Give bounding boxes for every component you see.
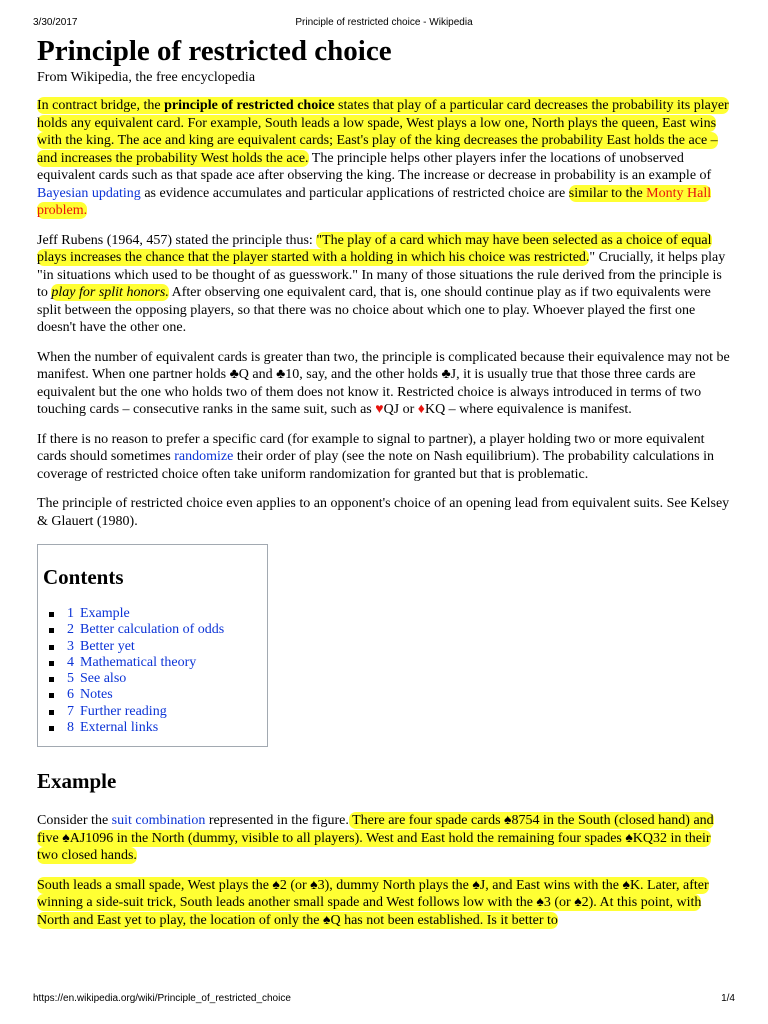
intro-paragraph-3: When the number of equivalent cards is greater than two, the principle is complicated because their equivalence may not be manifest. When one partner holds ♣Q and ♣10, say, and the other holds ♣J, it is usually true that those three cards are equivalent but the one who holds two of them does not know it. Restricted choice is always introduced in terms of two touching cards – consecutive ranks in the same suit, such as ♥QJ or ♦KQ – where equivalence is manifest. bbox=[37, 349, 730, 417]
heart-icon: ♥ bbox=[375, 402, 384, 417]
toc-item-better-yet[interactable]: 3 Better yet bbox=[67, 639, 267, 655]
highlight bbox=[51, 284, 168, 301]
toc-item-further-reading[interactable]: 7 Further reading bbox=[67, 704, 267, 720]
intro-paragraph-2: Jeff Rubens (1964, 457) stated the principle thus: "The play of a card which may have been selected as a choice of equal plays increases the chance that the player started with a holding in which his choice was restricted." Crucially, it helps play "in situations which used to be thought of as guesswork." In many of those situations the rule derived from the principle is to play for split honors. After observing one equivalent card, that is, one should continue play as if two equivalents were split between the opposing players, so that there was no choice about which one to play. Whoever played the first one doesn't have the other one. bbox=[37, 232, 726, 335]
bullet-icon bbox=[49, 726, 54, 731]
toc-item-see-also[interactable]: 5 See also bbox=[67, 671, 267, 687]
highlight: "The play of a card which may have been selected as a choice of equal plays increases the chance that the player started with a holding in which his choice was restricted. bbox=[37, 232, 712, 265]
page-subtitle: From Wikipedia, the free encyclopedia bbox=[37, 70, 256, 85]
bullet-icon bbox=[49, 693, 54, 698]
toc-list bbox=[43, 606, 267, 736]
table-of-contents bbox=[37, 544, 268, 747]
toc-item-notes[interactable]: 6 Notes bbox=[67, 687, 267, 703]
bullet-icon bbox=[49, 628, 54, 633]
bullet-icon bbox=[49, 661, 54, 666]
bullet-icon bbox=[49, 677, 54, 682]
toc-item-better-calculation-of-odds[interactable]: 2 Better calculation of odds bbox=[67, 622, 267, 638]
print-url: https://en.wikipedia.org/wiki/Principle_of_restricted_choice bbox=[33, 993, 291, 1004]
link-monty-hall-problem[interactable]: Monty Hall problem. bbox=[37, 185, 712, 218]
highlight: In contract bridge, the principle of restricted choice states that play of a particular card decreases the probability its player holds any equivalent card. For example, South leads a low spade, West plays a low one, North plays the queen, East wins with the king. The ace and king are equivalent cards; East's play of the king decreases the probability East holds the ace – and increases the probability West holds the ace. bbox=[37, 98, 729, 166]
toc-item-example[interactable]: 1 Example bbox=[67, 606, 267, 622]
toc-heading: Contents bbox=[43, 565, 124, 589]
bullet-icon bbox=[49, 710, 54, 715]
toc-item-mathematical-theory[interactable]: 4 Mathematical theory bbox=[67, 655, 267, 671]
intro-paragraph-5: The principle of restricted choice even applies to an opponent's choice of an opening lead from equivalent suits. See Kelsey & Glauert (1980). bbox=[37, 496, 730, 529]
bold-term: principle of restricted choice bbox=[164, 98, 335, 113]
italic-phrase: play for split honors. bbox=[51, 285, 169, 300]
link-suit-combination[interactable]: suit combination bbox=[111, 813, 206, 829]
diamond-icon: ♦ bbox=[417, 402, 425, 417]
example-paragraph-1: Consider the suit combination represented in the figure. There are four spade cards ♠8754 in the South (closed hand) and five ♠AJ1096 in the North (dummy, visible to all players). West and East hold the remaining four spades ♠KQ32 in their two closed hands. bbox=[37, 813, 714, 864]
club-icon: ♣ bbox=[276, 367, 286, 382]
link-bayesian-updating[interactable]: Bayesian updating bbox=[37, 185, 141, 201]
intro-paragraph-1: In contract bridge, the principle of restricted choice states that play of a particular card decreases the probability its player holds any equivalent card. For example, South leads a low spade, West plays a low one, North plays the queen, East wins with the king. The ace and king are equivalent cards; East's play of the king decreases the probability East holds the ace – and increases the probability West holds the ace. The principle helps other players infer the locations of unobserved equivalent cards such as that spade ace after observing the king. The increase or decrease in probability is an example of Bayesian updating as evidence accumulates and particular applications of restricted choice are similar to the Monty Hall problem. bbox=[37, 98, 729, 218]
print-date: 3/30/2017 bbox=[33, 17, 78, 28]
example-paragraph-2 bbox=[37, 877, 733, 930]
link-randomize[interactable]: randomize bbox=[174, 449, 234, 464]
highlight: There are four spade cards ♠8754 in the South (closed hand) and five ♠AJ1096 in the North (dummy, visible to all players). West and East hold the remaining four spades ♠KQ32 in their two closed hands. bbox=[37, 813, 714, 864]
toc-item-external-links[interactable]: 8 External links bbox=[67, 720, 267, 736]
section-heading-example: Example bbox=[37, 769, 117, 794]
bullet-icon bbox=[49, 645, 54, 650]
club-icon: ♣ bbox=[229, 367, 239, 382]
pdf-header bbox=[33, 17, 735, 31]
page-title: Principle of restricted choice bbox=[37, 35, 392, 67]
highlight: similar to the Monty Hall problem. bbox=[37, 185, 712, 218]
club-icon: ♣ bbox=[441, 367, 451, 382]
intro-paragraph-4: If there is no reason to prefer a specific card (for example to signal to partner), a player holding two or more equivalent cards should sometimes randomize their order of play (see the note on Nash equilibrium). The probability calculations in coverage of restricted choice often take uniform randomization for granted but that is problematic. bbox=[37, 431, 715, 482]
pdf-footer bbox=[33, 993, 735, 1007]
highlight: South leads a small spade, West plays the ♠2 (or ♠3), dummy North plays the ♠J, and East wins with the ♠K. Later, after winning a side-suit trick, South leads another small spade and West follows low with the ♠3 (or ♠2). At this point, with North and East yet to play, the location of only the ♠Q has not been established. Is it better to bbox=[37, 877, 709, 928]
bullet-icon bbox=[49, 612, 54, 617]
print-page-title: Principle of restricted choice - Wikipedia bbox=[295, 17, 473, 28]
page-number: 1/4 bbox=[721, 993, 735, 1004]
article-content bbox=[37, 34, 733, 941]
